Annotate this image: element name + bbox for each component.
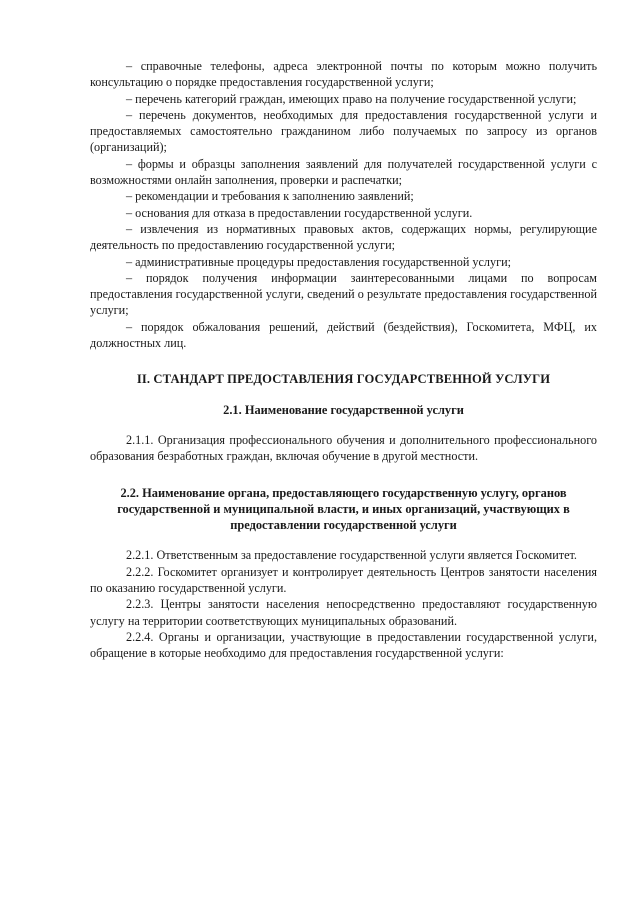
list-item: – формы и образцы заполнения заявлений для получателей государственной услуги с возможностями онлайн заполнения, проверки и распечатки; [90,156,597,188]
list-item: – извлечения из нормативных правовых актов, содержащих нормы, регулирующие деятельность по предоставлению государственной услуги; [90,221,597,253]
paragraph-2-1-1: 2.1.1. Организация профессионального обучения и дополнительного профессионального образования безработных граждан, включая обучение в другой местности. [90,432,597,464]
list-item: – перечень категорий граждан, имеющих право на получение государственной услуги; [126,91,577,106]
paragraph-2-2-3: 2.2.3. Центры занятости населения непосредственно предоставляют государственную услугу на территории соответствующих муниципальных образований. [90,597,597,628]
list-item: – рекомендации и требования к заполнению заявлений; [126,189,414,204]
list-item: – перечень документов, необходимых для предоставления государственной услуги и предоставляемых самостоятельно гражданином либо получаемых по запросу из органов (организаций); [90,107,597,155]
list-item: – основания для отказа в предоставлении государственной услуги. [126,205,473,220]
subsection-title-2-1: 2.1. Наименование государственной услуги [223,402,464,417]
list-item: – административные процедуры предоставления государственной услуги; [126,254,512,269]
section-title: II. СТАНДАРТ ПРЕДОСТАВЛЕНИЯ ГОСУДАРСТВЕННОЙ УСЛУГИ [136,372,551,387]
paragraph-2-2-2: 2.2.2. Госкомитет организует и контролирует деятельность Центров занятости населения по оказанию государственной услуги. [90,564,597,596]
list-item: – порядок получения информации заинтересованными лицами по вопросам предоставления государственной услуги, сведений о результате предоставления государственной услуги; [90,270,597,318]
subsection-title-2-2: 2.2. Наименование органа, предоставляющего государственную услугу, органов государственной и муниципальной власти, и иных организаций, участвующих в предоставлении государственной услуги [117,485,570,533]
list-item: – справочные телефоны, адреса электронной почты по которым можно получить консультацию о порядке предоставления государственной услуги; [90,59,597,90]
list-item: – порядок обжалования решений, действий (бездействия), Госкомитета, МФЦ, их должностных лиц. [90,319,597,351]
paragraph-2-2-1: 2.2.1. Ответственным за предоставление государственной услуги является Госкомитет. [126,548,577,563]
document-body [90,58,597,662]
paragraph-2-2-4: 2.2.4. Органы и организации, участвующие в предоставлении государственной услуги, обращение в которые необходимо для предоставления государственной услуги: [90,629,597,661]
info-list [90,58,597,351]
